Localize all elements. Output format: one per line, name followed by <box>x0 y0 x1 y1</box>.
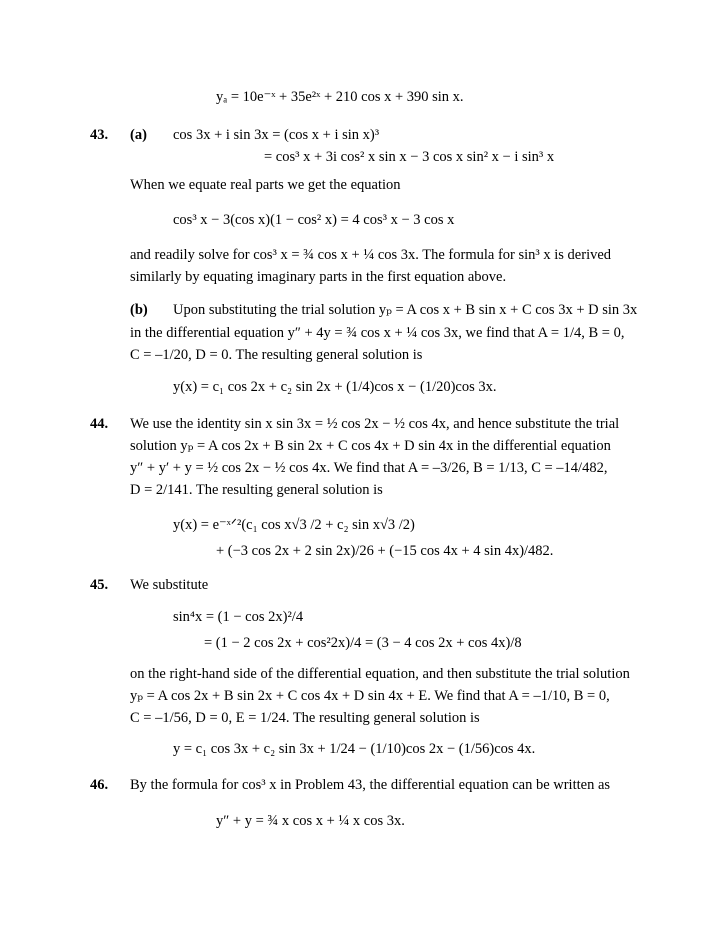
solution-line: y(x) = c₁ cos 2x + c₂ sin 2x + (1/4)cos x − (1/20)cos 3x. <box>173 379 497 395</box>
equation-line: = (1 − 2 cos 2x + cos²2x)/4 = (3 − 4 cos 2x + cos 4x)/8 <box>204 635 522 651</box>
text-line: We use the identity sin x sin 3x = ½ cos 2x − ½ cos 4x, and hence substitute the trial <box>130 416 620 432</box>
solution-line: y(x) = e⁻ˣᐟ²(c₁ cos x√3 /2 + c₂ sin x√3 /2) <box>173 517 415 533</box>
problem-number-45: 45. <box>90 577 109 593</box>
problem-number-43: 43. <box>90 127 109 143</box>
text-line: We substitute <box>130 577 209 593</box>
text-line: C = –1/56, D = 0, E = 1/24. The resulting general solution is <box>130 710 480 726</box>
text-line: When we equate real parts we get the equation <box>130 177 401 193</box>
text-line: on the right-hand side of the differential equation, and then substitute the trial solution <box>130 666 630 682</box>
equation-line: sin⁴x = (1 − cos 2x)²/4 <box>173 609 304 625</box>
text-line: Upon substituting the trial solution yₚ = A cos x + B sin x + C cos 3x + D sin 3x <box>173 302 638 318</box>
equation-yc: yₐ = 10e⁻ˣ + 35e²ˣ + 210 cos x + 390 sin x. <box>216 89 464 105</box>
equation-line: cos 3x + i sin 3x = (cos x + i sin x)³ <box>173 127 380 143</box>
text-line: C = –1/20, D = 0. The resulting general solution is <box>130 347 423 363</box>
text-line: yₚ = A cos 2x + B sin 2x + C cos 4x + D sin 4x + E. We find that A = –1/10, B = 0, <box>130 688 610 704</box>
text-line: similarly by equating imaginary parts in the first equation above. <box>130 269 507 285</box>
text-line: and readily solve for cos³ x = ¾ cos x + ¼ cos 3x. The formula for sin³ x is derived <box>130 247 612 263</box>
text-line: solution yₚ = A cos 2x + B sin 2x + C cos 4x + D sin 4x in the differential equation <box>130 438 611 454</box>
equation-line: = cos³ x + 3i cos² x sin x − 3 cos x sin² x − i sin³ x <box>264 149 555 165</box>
part-label-b: (b) <box>130 302 148 318</box>
solution-line: y = c₁ cos 3x + c₂ sin 3x + 1/24 − (1/10)cos 2x − (1/56)cos 4x. <box>173 741 536 757</box>
text-line: in the differential equation y″ + 4y = ¾ cos x + ¼ cos 3x, we find that A = 1/4, B = 0, <box>130 325 625 341</box>
text-line: D = 2/141. The resulting general solution is <box>130 482 383 498</box>
text-line: y″ + y′ + y = ½ cos 2x − ½ cos 4x. We find that A = –3/26, B = 1/13, C = –14/482, <box>130 460 608 476</box>
text-line: By the formula for cos³ x in Problem 43, the differential equation can be written as <box>130 777 611 793</box>
problem-number-44: 44. <box>90 416 109 432</box>
solution-line: + (−3 cos 2x + 2 sin 2x)/26 + (−15 cos 4x + 4 sin 4x)/482. <box>216 543 554 559</box>
problem-number-46: 46. <box>90 777 109 793</box>
part-label-a: (a) <box>130 127 147 143</box>
equation-line: cos³ x − 3(cos x)(1 − cos² x) = 4 cos³ x − 3 cos x <box>173 212 455 228</box>
equation-line: y″ + y = ¾ x cos x + ¼ x cos 3x. <box>216 813 405 829</box>
